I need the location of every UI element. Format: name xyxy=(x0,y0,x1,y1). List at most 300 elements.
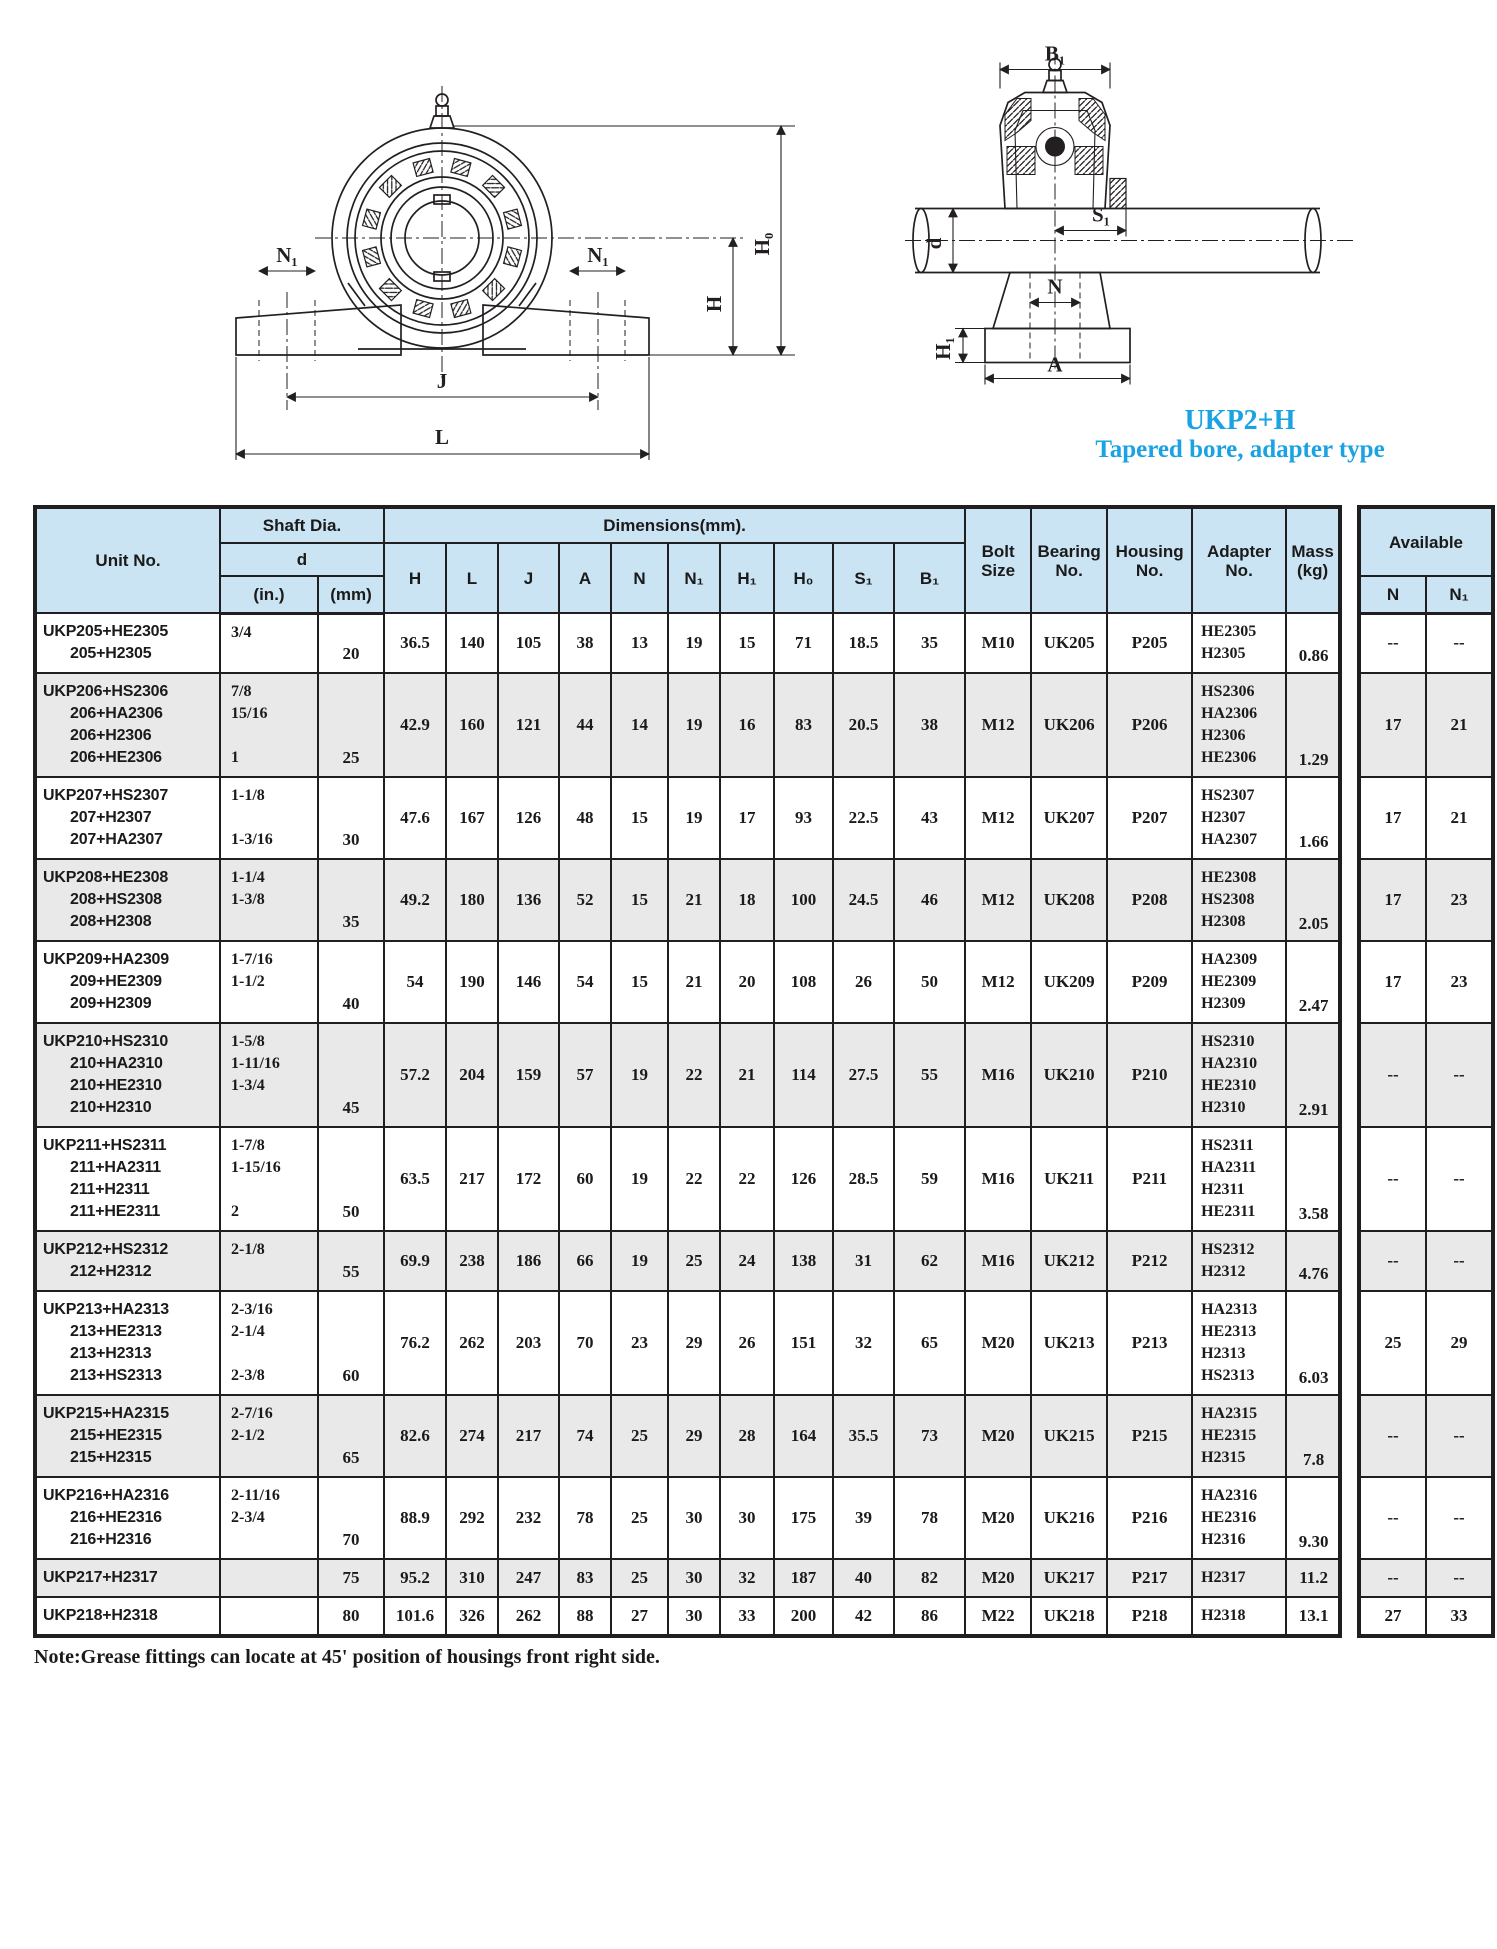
housing-no-cell: P206 xyxy=(1107,673,1192,777)
housing-no-cell: P207 xyxy=(1107,777,1192,859)
mass-cell: 7.8 xyxy=(1286,1395,1340,1477)
dimension-cell: 22.5 xyxy=(833,777,894,859)
unit-no-cell: UKP212+HS2312 212+H2312 xyxy=(35,1231,220,1291)
shaft-dia-in-cell xyxy=(220,1559,318,1597)
side-view-drawing xyxy=(905,38,1355,393)
unit-no-cell: UKP209+HA2309 209+HE2309 209+H2309 xyxy=(35,941,220,1023)
dimension-cell: 175 xyxy=(774,1477,833,1559)
dimension-cell: 22 xyxy=(668,1127,720,1231)
dimension-cell: 326 xyxy=(446,1597,498,1636)
spec-table xyxy=(33,505,1342,1638)
table-row xyxy=(35,859,1340,941)
available-cell: -- xyxy=(1426,1395,1493,1477)
bearing-no-cell: UK206 xyxy=(1031,673,1107,777)
dimension-cell: 28.5 xyxy=(833,1127,894,1231)
adapter-no-cell: HE2308 HS2308 H2308 xyxy=(1192,859,1286,941)
shaft-dia-in-cell: 2-3/16 2-1/4 2-3/8 xyxy=(220,1291,318,1395)
available-row xyxy=(1359,1559,1493,1597)
dimension-cell: 187 xyxy=(774,1559,833,1597)
bearing-no-cell: UK216 xyxy=(1031,1477,1107,1559)
available-row xyxy=(1359,1477,1493,1559)
dimension-cell: 138 xyxy=(774,1231,833,1291)
available-cell: -- xyxy=(1359,613,1426,673)
dimension-cell: 30 xyxy=(668,1477,720,1559)
col-header-H0: H₀ xyxy=(774,543,833,613)
bearing-no-cell: UK209 xyxy=(1031,941,1107,1023)
dimension-cell: 39 xyxy=(833,1477,894,1559)
dimension-cell: 26 xyxy=(720,1291,774,1395)
housing-no-cell: P218 xyxy=(1107,1597,1192,1636)
shaft-dia-mm-cell: 55 xyxy=(318,1231,384,1291)
dimension-cell: 71 xyxy=(774,613,833,673)
available-row xyxy=(1359,859,1493,941)
dimension-cell: 76.2 xyxy=(384,1291,446,1395)
mass-cell: 9.30 xyxy=(1286,1477,1340,1559)
available-cell: -- xyxy=(1426,1231,1493,1291)
housing-no-cell: P213 xyxy=(1107,1291,1192,1395)
mass-cell: 4.76 xyxy=(1286,1231,1340,1291)
dimension-cell: 42 xyxy=(833,1597,894,1636)
dimension-cell: 114 xyxy=(774,1023,833,1127)
dimension-cell: 15 xyxy=(611,777,668,859)
bearing-no-cell: UK218 xyxy=(1031,1597,1107,1636)
table-row xyxy=(35,1291,1340,1395)
available-cell: -- xyxy=(1359,1395,1426,1477)
dimension-cell: 203 xyxy=(498,1291,559,1395)
dimension-cell: 140 xyxy=(446,613,498,673)
shaft-dia-in-cell: 1-7/16 1-1/2 xyxy=(220,941,318,1023)
dimension-cell: 19 xyxy=(668,613,720,673)
available-row xyxy=(1359,673,1493,777)
col-header-unit: Unit No. xyxy=(35,507,220,613)
dimension-cell: 108 xyxy=(774,941,833,1023)
col-header-bolt: Bolt Size xyxy=(965,507,1031,613)
shaft-dia-in-cell: 1-1/4 1-3/8 xyxy=(220,859,318,941)
mass-cell: 2.05 xyxy=(1286,859,1340,941)
dimension-cell: 164 xyxy=(774,1395,833,1477)
dim-label-l: L xyxy=(434,425,450,449)
adapter-no-cell: HA2309 HE2309 H2309 xyxy=(1192,941,1286,1023)
available-cell: 33 xyxy=(1426,1597,1493,1636)
col-header-A: A xyxy=(559,543,611,613)
front-view-drawing xyxy=(225,78,800,468)
dimension-cell: 232 xyxy=(498,1477,559,1559)
mass-cell: 6.03 xyxy=(1286,1291,1340,1395)
dimension-cell: 29 xyxy=(668,1291,720,1395)
mass-cell: 1.29 xyxy=(1286,673,1340,777)
unit-no-cell: UKP216+HA2316 216+HE2316 216+H2316 xyxy=(35,1477,220,1559)
bearing-no-cell: UK208 xyxy=(1031,859,1107,941)
col-header-N1: N₁ xyxy=(668,543,720,613)
col-header-H: H xyxy=(384,543,446,613)
dim-label-n1-left: N₁ xyxy=(276,243,298,267)
dimension-cell: 146 xyxy=(498,941,559,1023)
col-header-mm: (mm) xyxy=(318,576,384,613)
adapter-no-cell: HE2305 H2305 xyxy=(1192,613,1286,673)
dimension-cell: 126 xyxy=(498,777,559,859)
adapter-no-cell: HA2313 HE2313 H2313 HS2313 xyxy=(1192,1291,1286,1395)
dim-label-s1: S₁ xyxy=(1092,202,1110,227)
dimension-cell: 159 xyxy=(498,1023,559,1127)
dim-label-h0: H₀ xyxy=(750,232,774,256)
dimension-cell: 105 xyxy=(498,613,559,673)
dimension-cell: 21 xyxy=(668,859,720,941)
dimension-cell: 186 xyxy=(498,1231,559,1291)
dimension-cell: 23 xyxy=(611,1291,668,1395)
shaft-dia-mm-cell: 25 xyxy=(318,673,384,777)
available-cell: 21 xyxy=(1426,777,1493,859)
available-row xyxy=(1359,613,1493,673)
shaft-dia-in-cell: 1-7/8 1-15/16 2 xyxy=(220,1127,318,1231)
dimension-cell: 83 xyxy=(559,1559,611,1597)
bearing-no-cell: UK205 xyxy=(1031,613,1107,673)
mass-cell: 2.47 xyxy=(1286,941,1340,1023)
mass-cell: 13.1 xyxy=(1286,1597,1340,1636)
col-header-adapter: Adapter No. xyxy=(1192,507,1286,613)
page-title: UKP2+H xyxy=(1184,405,1296,436)
dimension-cell: 57 xyxy=(559,1023,611,1127)
dimension-cell: 54 xyxy=(559,941,611,1023)
dimension-cell: 32 xyxy=(833,1291,894,1395)
dimension-cell: 25 xyxy=(611,1395,668,1477)
dimension-cell: 95.2 xyxy=(384,1559,446,1597)
dimension-cell: 73 xyxy=(894,1395,965,1477)
shaft-dia-mm-cell: 70 xyxy=(318,1477,384,1559)
mass-cell: 0.86 xyxy=(1286,613,1340,673)
dimension-cell: 247 xyxy=(498,1559,559,1597)
shaft-dia-in-cell: 2-11/16 2-3/4 xyxy=(220,1477,318,1559)
dimension-cell: 31 xyxy=(833,1231,894,1291)
available-cell: -- xyxy=(1426,1127,1493,1231)
unit-no-cell: UKP208+HE2308 208+HS2308 208+H2308 xyxy=(35,859,220,941)
col-header-housing: Housing No. xyxy=(1107,507,1192,613)
shaft-dia-in-cell: 1-5/8 1-11/16 1-3/4 xyxy=(220,1023,318,1127)
mass-cell: 11.2 xyxy=(1286,1559,1340,1597)
available-cell: -- xyxy=(1426,1559,1493,1597)
shaft-dia-mm-cell: 65 xyxy=(318,1395,384,1477)
col-header-in: (in.) xyxy=(220,576,318,613)
available-cell: 27 xyxy=(1359,1597,1426,1636)
unit-no-cell: UKP206+HS2306 206+HA2306 206+H2306 206+HE2306 xyxy=(35,673,220,777)
dimension-cell: 19 xyxy=(611,1231,668,1291)
dimension-cell: 60 xyxy=(559,1127,611,1231)
adapter-no-cell: HA2315 HE2315 H2315 xyxy=(1192,1395,1286,1477)
dimension-cell: 20 xyxy=(720,941,774,1023)
dimension-cell: 74 xyxy=(559,1395,611,1477)
bolt-size-cell: M20 xyxy=(965,1395,1031,1477)
available-cell: -- xyxy=(1359,1477,1426,1559)
dimension-cell: 217 xyxy=(446,1127,498,1231)
dimension-cell: 160 xyxy=(446,673,498,777)
available-cell: -- xyxy=(1359,1023,1426,1127)
dimension-cell: 274 xyxy=(446,1395,498,1477)
dimension-cell: 40 xyxy=(833,1559,894,1597)
col-header-d: d xyxy=(220,543,384,576)
housing-no-cell: P212 xyxy=(1107,1231,1192,1291)
shaft-dia-mm-cell: 45 xyxy=(318,1023,384,1127)
dimension-cell: 19 xyxy=(611,1023,668,1127)
dim-label-d: d xyxy=(922,237,946,250)
available-cell: 23 xyxy=(1426,941,1493,1023)
dimension-cell: 310 xyxy=(446,1559,498,1597)
table-row xyxy=(35,1023,1340,1127)
table-row xyxy=(35,777,1340,859)
dimension-cell: 43 xyxy=(894,777,965,859)
dimension-cell: 17 xyxy=(720,777,774,859)
housing-no-cell: P210 xyxy=(1107,1023,1192,1127)
table-row xyxy=(35,673,1340,777)
dimension-cell: 30 xyxy=(668,1597,720,1636)
col-header-available: Available xyxy=(1359,507,1493,576)
bolt-size-cell: M16 xyxy=(965,1231,1031,1291)
shaft-dia-mm-cell: 40 xyxy=(318,941,384,1023)
available-row xyxy=(1359,1395,1493,1477)
available-row xyxy=(1359,941,1493,1023)
housing-no-cell: P209 xyxy=(1107,941,1192,1023)
dimension-cell: 62 xyxy=(894,1231,965,1291)
dimension-cell: 13 xyxy=(611,613,668,673)
unit-no-cell: UKP207+HS2307 207+H2307 207+HA2307 xyxy=(35,777,220,859)
mass-cell: 2.91 xyxy=(1286,1023,1340,1127)
dimension-cell: 136 xyxy=(498,859,559,941)
dimension-cell: 22 xyxy=(668,1023,720,1127)
available-cell: 17 xyxy=(1359,941,1426,1023)
dimension-cell: 38 xyxy=(894,673,965,777)
available-cell: 17 xyxy=(1359,859,1426,941)
col-header-L: L xyxy=(446,543,498,613)
housing-no-cell: P205 xyxy=(1107,613,1192,673)
unit-no-cell: UKP213+HA2313 213+HE2313 213+H2313 213+HS2313 xyxy=(35,1291,220,1395)
dimension-cell: 55 xyxy=(894,1023,965,1127)
dimension-cell: 69.9 xyxy=(384,1231,446,1291)
bearing-no-cell: UK213 xyxy=(1031,1291,1107,1395)
dimension-cell: 59 xyxy=(894,1127,965,1231)
table-row xyxy=(35,1231,1340,1291)
dimension-cell: 19 xyxy=(668,777,720,859)
dimension-cell: 217 xyxy=(498,1395,559,1477)
shaft-dia-in-cell xyxy=(220,1597,318,1636)
dimension-cell: 16 xyxy=(720,673,774,777)
shaft-dia-in-cell: 2-1/8 xyxy=(220,1231,318,1291)
adapter-no-cell: HS2307 H2307 HA2307 xyxy=(1192,777,1286,859)
unit-no-cell: UKP215+HA2315 215+HE2315 215+H2315 xyxy=(35,1395,220,1477)
dimension-cell: 30 xyxy=(720,1477,774,1559)
dimension-cell: 27 xyxy=(611,1597,668,1636)
dimension-cell: 15 xyxy=(720,613,774,673)
dimension-cell: 48 xyxy=(559,777,611,859)
bearing-no-cell: UK210 xyxy=(1031,1023,1107,1127)
dimension-cell: 21 xyxy=(720,1023,774,1127)
table-row xyxy=(35,1597,1340,1636)
available-row xyxy=(1359,777,1493,859)
col-header-B1: B₁ xyxy=(894,543,965,613)
dimension-cell: 28 xyxy=(720,1395,774,1477)
available-cell: -- xyxy=(1359,1559,1426,1597)
dimension-cell: 82.6 xyxy=(384,1395,446,1477)
dimension-cell: 25 xyxy=(611,1559,668,1597)
shaft-dia-mm-cell: 35 xyxy=(318,859,384,941)
bolt-size-cell: M20 xyxy=(965,1477,1031,1559)
col-header-avail-N: N xyxy=(1359,576,1426,613)
available-cell: -- xyxy=(1426,613,1493,673)
dimension-cell: 19 xyxy=(611,1127,668,1231)
col-header-bearing: Bearing No. xyxy=(1031,507,1107,613)
available-cell: 25 xyxy=(1359,1291,1426,1395)
shaft-dia-mm-cell: 60 xyxy=(318,1291,384,1395)
bearing-no-cell: UK217 xyxy=(1031,1559,1107,1597)
dimension-cell: 54 xyxy=(384,941,446,1023)
dimension-cell: 78 xyxy=(559,1477,611,1559)
bolt-size-cell: M22 xyxy=(965,1597,1031,1636)
dimension-cell: 25 xyxy=(611,1477,668,1559)
unit-no-cell: UKP205+HE2305 205+H2305 xyxy=(35,613,220,673)
bearing-no-cell: UK211 xyxy=(1031,1127,1107,1231)
dimension-cell: 15 xyxy=(611,941,668,1023)
dimension-cell: 19 xyxy=(668,673,720,777)
dimension-cell: 101.6 xyxy=(384,1597,446,1636)
dimension-cell: 46 xyxy=(894,859,965,941)
dimension-cell: 204 xyxy=(446,1023,498,1127)
dimension-cell: 15 xyxy=(611,859,668,941)
available-cell: -- xyxy=(1426,1023,1493,1127)
col-header-H1: H₁ xyxy=(720,543,774,613)
dimension-cell: 262 xyxy=(498,1597,559,1636)
dimension-cell: 22 xyxy=(720,1127,774,1231)
dimension-cell: 93 xyxy=(774,777,833,859)
shaft-dia-in-cell: 3/4 xyxy=(220,613,318,673)
mass-cell: 3.58 xyxy=(1286,1127,1340,1231)
housing-no-cell: P215 xyxy=(1107,1395,1192,1477)
bolt-size-cell: M12 xyxy=(965,941,1031,1023)
housing-no-cell: P211 xyxy=(1107,1127,1192,1231)
dimension-cell: 38 xyxy=(559,613,611,673)
col-header-dimensions: Dimensions(mm). xyxy=(384,507,965,543)
shaft-dia-in-cell: 7/8 15/16 1 xyxy=(220,673,318,777)
adapter-no-cell: H2317 xyxy=(1192,1559,1286,1597)
bolt-size-cell: M20 xyxy=(965,1559,1031,1597)
available-row xyxy=(1359,1127,1493,1231)
unit-no-cell: UKP210+HS2310 210+HA2310 210+HE2310 210+H2310 xyxy=(35,1023,220,1127)
shaft-dia-mm-cell: 75 xyxy=(318,1559,384,1597)
housing-no-cell: P217 xyxy=(1107,1559,1192,1597)
col-header-mass: Mass (kg) xyxy=(1286,507,1340,613)
adapter-no-cell: HA2316 HE2316 H2316 xyxy=(1192,1477,1286,1559)
available-row xyxy=(1359,1597,1493,1636)
dimension-cell: 63.5 xyxy=(384,1127,446,1231)
page-subtitle: Tapered bore, adapter type xyxy=(1095,436,1385,463)
dimension-cell: 30 xyxy=(668,1559,720,1597)
dimension-cell: 24 xyxy=(720,1231,774,1291)
table-row xyxy=(35,941,1340,1023)
shaft-dia-mm-cell: 80 xyxy=(318,1597,384,1636)
table-row xyxy=(35,613,1340,673)
available-table xyxy=(1357,505,1495,1638)
dimension-cell: 47.6 xyxy=(384,777,446,859)
available-row xyxy=(1359,1023,1493,1127)
spec-table-header xyxy=(35,507,1340,613)
available-cell: 29 xyxy=(1426,1291,1493,1395)
adapter-no-cell: HS2312 H2312 xyxy=(1192,1231,1286,1291)
dimension-cell: 200 xyxy=(774,1597,833,1636)
housing-no-cell: P216 xyxy=(1107,1477,1192,1559)
shaft-dia-mm-cell: 30 xyxy=(318,777,384,859)
dimension-cell: 18.5 xyxy=(833,613,894,673)
available-cell: 23 xyxy=(1426,859,1493,941)
bolt-size-cell: M12 xyxy=(965,859,1031,941)
dim-label-b1: B₁ xyxy=(1044,41,1066,66)
mass-cell: 1.66 xyxy=(1286,777,1340,859)
dim-label-a: A xyxy=(1047,352,1063,377)
bolt-size-cell: M12 xyxy=(965,777,1031,859)
available-row xyxy=(1359,1291,1493,1395)
dimension-cell: 52 xyxy=(559,859,611,941)
shaft-dia-in-cell: 1-1/8 1-3/16 xyxy=(220,777,318,859)
dimension-cell: 88 xyxy=(559,1597,611,1636)
bolt-size-cell: M16 xyxy=(965,1127,1031,1231)
dimension-cell: 27.5 xyxy=(833,1023,894,1127)
bolt-size-cell: M16 xyxy=(965,1023,1031,1127)
table-row xyxy=(35,1395,1340,1477)
dimension-cell: 82 xyxy=(894,1559,965,1597)
dimension-cell: 57.2 xyxy=(384,1023,446,1127)
dimension-cell: 24.5 xyxy=(833,859,894,941)
dimension-cell: 190 xyxy=(446,941,498,1023)
bolt-size-cell: M10 xyxy=(965,613,1031,673)
available-cell: -- xyxy=(1426,1477,1493,1559)
dimension-cell: 14 xyxy=(611,673,668,777)
dimension-cell: 292 xyxy=(446,1477,498,1559)
bearing-no-cell: UK215 xyxy=(1031,1395,1107,1477)
dimension-cell: 100 xyxy=(774,859,833,941)
housing-no-cell: P208 xyxy=(1107,859,1192,941)
dimension-cell: 88.9 xyxy=(384,1477,446,1559)
dim-label-h1: H₁ xyxy=(931,337,955,360)
dimension-cell: 35.5 xyxy=(833,1395,894,1477)
dim-label-n1-right: N₁ xyxy=(587,243,609,267)
dimension-cell: 126 xyxy=(774,1127,833,1231)
note-text: Note:Grease fittings can locate at 45' position of housings front right side. xyxy=(34,1646,660,1668)
available-row xyxy=(1359,1231,1493,1291)
col-header-shaft-dia: Shaft Dia. xyxy=(220,507,384,543)
dimension-cell: 180 xyxy=(446,859,498,941)
dim-label-j: J xyxy=(436,369,448,393)
dimension-cell: 36.5 xyxy=(384,613,446,673)
unit-no-cell: UKP211+HS2311 211+HA2311 211+H2311 211+HE2311 xyxy=(35,1127,220,1231)
dimension-cell: 33 xyxy=(720,1597,774,1636)
col-header-avail-N1: N₁ xyxy=(1426,576,1493,613)
dimension-cell: 18 xyxy=(720,859,774,941)
available-cell: 21 xyxy=(1426,673,1493,777)
col-header-S1: S₁ xyxy=(833,543,894,613)
dimension-cell: 151 xyxy=(774,1291,833,1395)
col-header-J: J xyxy=(498,543,559,613)
col-header-N: N xyxy=(611,543,668,613)
shaft-dia-in-cell: 2-7/16 2-1/2 xyxy=(220,1395,318,1477)
dimension-cell: 65 xyxy=(894,1291,965,1395)
dimension-cell: 44 xyxy=(559,673,611,777)
dimension-cell: 21 xyxy=(668,941,720,1023)
dimension-cell: 83 xyxy=(774,673,833,777)
dimension-cell: 25 xyxy=(668,1231,720,1291)
bearing-no-cell: UK207 xyxy=(1031,777,1107,859)
dimension-cell: 262 xyxy=(446,1291,498,1395)
dimension-cell: 20.5 xyxy=(833,673,894,777)
available-table-header xyxy=(1359,507,1493,613)
dimension-cell: 238 xyxy=(446,1231,498,1291)
dimension-cell: 66 xyxy=(559,1231,611,1291)
dim-label-n: N xyxy=(1047,274,1063,299)
dimension-cell: 167 xyxy=(446,777,498,859)
